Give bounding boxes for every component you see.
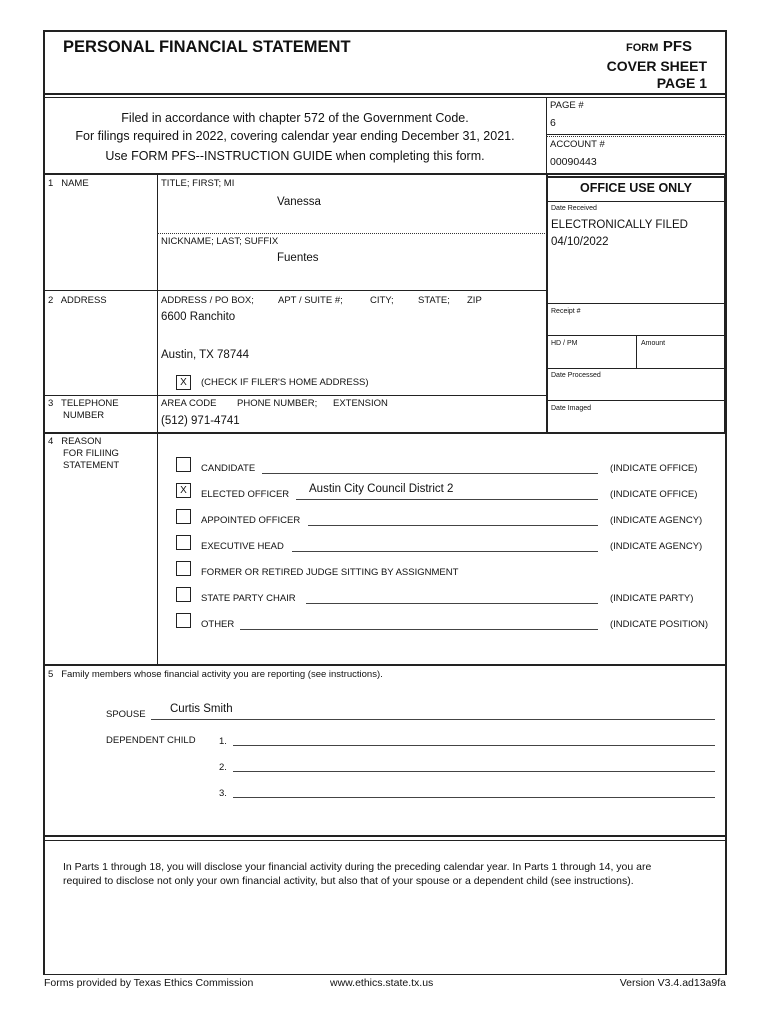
account-label: ACCOUNT #	[550, 139, 605, 150]
elected-officer-office[interactable]: Austin City Council District 2	[309, 483, 454, 495]
section-number: 2	[48, 295, 54, 306]
office-use-title: OFFICE USE ONLY	[579, 181, 693, 195]
reason-label-3: STATEMENT	[63, 460, 120, 471]
spouse-line[interactable]	[151, 719, 715, 720]
section-title: TELEPHONE	[61, 398, 119, 409]
elected-officer-hint: (INDICATE OFFICE)	[610, 489, 698, 500]
appointed-officer-checkbox[interactable]	[176, 509, 191, 524]
title-first-label: TITLE; FIRST; MI	[161, 178, 235, 189]
receipt-label: Receipt #	[551, 308, 581, 315]
footer-website[interactable]: www.ethics.state.tx.us	[330, 977, 434, 989]
section-title: Family members whose financial activity you are reporting (see instructions).	[61, 669, 383, 680]
appointed-officer-hint: (INDICATE AGENCY)	[610, 515, 703, 526]
section-title: NAME	[61, 178, 89, 189]
telephone-section-label	[48, 398, 119, 409]
amount-label: Amount	[641, 340, 666, 347]
zip-col-label: ZIP	[467, 295, 482, 306]
other-label: OTHER	[201, 619, 235, 630]
date-imaged-label: Date Imaged	[551, 405, 592, 412]
intro-line-1: Filed in accordance with chapter 572 of the Government Code.	[121, 111, 469, 125]
phone-number-label: PHONE NUMBER;	[237, 398, 318, 409]
spouse-label: SPOUSE	[106, 709, 146, 720]
filing-status: ELECTRONICALLY FILED	[551, 219, 688, 231]
disclosure-line-2: required to disclose not only your own financial activity, but also that of your spouse or a dependent child (see instructions).	[63, 875, 634, 887]
candidate-label: CANDIDATE	[201, 463, 256, 474]
city-col-label: CITY;	[370, 295, 394, 306]
child-3-field[interactable]	[233, 797, 715, 798]
family-section-label	[48, 669, 383, 680]
executive-head-hint: (INDICATE AGENCY)	[610, 541, 703, 552]
apt-col-label: APT / SUITE #;	[278, 295, 343, 306]
reason-label-2: FOR FILIING	[63, 448, 119, 459]
section-number: 1	[48, 178, 54, 189]
child-number-3: 3.	[219, 788, 227, 799]
page-num-value: 6	[550, 117, 556, 129]
candidate-line[interactable]	[262, 473, 598, 474]
section-title: REASON	[61, 436, 102, 447]
dependent-child-label: DEPENDENT CHILD	[106, 735, 196, 746]
reason-section-label	[48, 436, 101, 447]
address-col-label: ADDRESS / PO BOX;	[161, 295, 254, 306]
child-1-field[interactable]	[233, 745, 715, 746]
retired-judge-label: FORMER OR RETIRED JUDGE SITTING BY ASSIGNMENT	[201, 567, 459, 578]
date-processed-label: Date Processed	[551, 372, 601, 379]
telephone-field[interactable]: (512) 971-4741	[161, 415, 240, 427]
intro-line-2: For filings required in 2022, covering calendar year ending December 31, 2021.	[75, 129, 515, 143]
nickname-last-label: NICKNAME; LAST; SUFFIX	[161, 236, 279, 247]
party-chair-checkbox[interactable]	[176, 587, 191, 602]
section-title: ADDRESS	[60, 295, 107, 306]
state-col-label: STATE;	[418, 295, 450, 306]
hdpm-label: HD / PM	[551, 340, 578, 347]
intro-line-3: Use FORM PFS--INSTRUCTION GUIDE when completing this form.	[105, 149, 485, 163]
address-section-label	[48, 295, 107, 306]
form-prefix: FORM	[626, 42, 659, 54]
cover-sheet-label: COVER SHEET	[606, 58, 707, 74]
child-2-field[interactable]	[233, 771, 715, 772]
form-id	[626, 38, 692, 56]
address-line-2[interactable]: Austin, TX 78744	[161, 349, 250, 361]
section-number: 3	[48, 398, 54, 409]
form-title: PERSONAL FINANCIAL STATEMENT	[63, 38, 351, 56]
child-number-1: 1.	[219, 736, 227, 747]
form-code: PFS	[662, 38, 693, 55]
section-number: 5	[48, 669, 54, 680]
appointed-officer-line[interactable]	[308, 525, 598, 526]
executive-head-checkbox[interactable]	[176, 535, 191, 550]
date-received-label: Date Received	[551, 205, 597, 212]
elected-officer-line[interactable]	[296, 499, 598, 500]
telephone-label-2: NUMBER	[63, 410, 105, 421]
area-code-label: AREA CODE	[161, 398, 217, 409]
account-value: 00090443	[550, 156, 597, 168]
address-line-1[interactable]: 6600 Ranchito	[161, 311, 236, 323]
footer-provider: Forms provided by Texas Ethics Commission	[44, 977, 254, 989]
elected-officer-checkbox[interactable]: X	[176, 483, 191, 498]
other-checkbox[interactable]	[176, 613, 191, 628]
spouse-field[interactable]: Curtis Smith	[170, 703, 233, 715]
retired-judge-checkbox[interactable]	[176, 561, 191, 576]
footer-version: Version V3.4.ad13a9fa	[619, 977, 726, 989]
home-address-checkbox[interactable]: X	[176, 375, 191, 390]
appointed-officer-label: APPOINTED OFFICER	[201, 515, 301, 526]
executive-head-line[interactable]	[292, 551, 598, 552]
extension-label: EXTENSION	[333, 398, 388, 409]
party-chair-label: STATE PARTY CHAIR	[201, 593, 296, 604]
section-number: 4	[48, 436, 54, 447]
executive-head-label: EXECUTIVE HEAD	[201, 541, 284, 552]
candidate-checkbox[interactable]	[176, 457, 191, 472]
name-section-label	[48, 178, 89, 189]
candidate-hint: (INDICATE OFFICE)	[610, 463, 698, 474]
other-line[interactable]	[240, 629, 598, 630]
party-chair-hint: (INDICATE PARTY)	[610, 593, 694, 604]
disclosure-line-1: In Parts 1 through 18, you will disclose your financial activity during the preceding calendar year. In Parts 1 through 14, you are	[63, 861, 652, 873]
page-num-label: PAGE #	[550, 100, 584, 111]
other-hint: (INDICATE POSITION)	[610, 619, 708, 630]
child-number-2: 2.	[219, 762, 227, 773]
home-address-label: (CHECK IF FILER'S HOME ADDRESS)	[201, 377, 369, 388]
last-name-field[interactable]: Fuentes	[277, 252, 319, 264]
filing-date: 04/10/2022	[551, 236, 609, 248]
party-chair-line[interactable]	[306, 603, 598, 604]
first-name-field[interactable]: Vanessa	[277, 196, 321, 208]
page-label: PAGE 1	[656, 75, 707, 91]
elected-officer-label: ELECTED OFFICER	[201, 489, 290, 500]
